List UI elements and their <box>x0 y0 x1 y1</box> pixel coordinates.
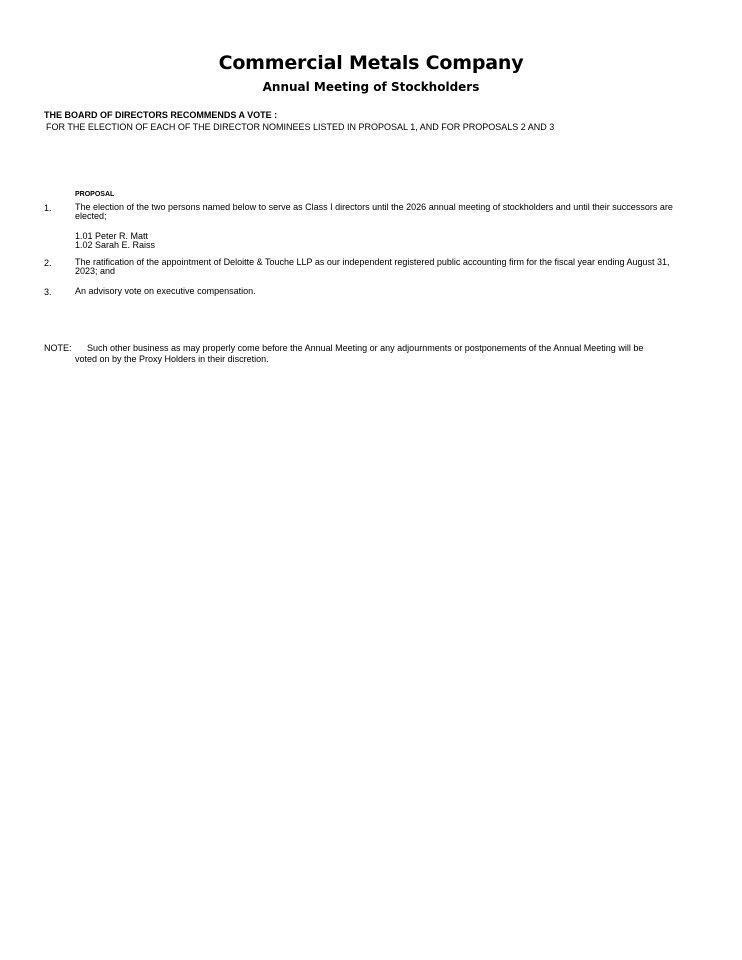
proposal-3-number: 3. <box>44 287 52 297</box>
proposal-2-text: The ratification of the appointment of Deloitte & Touche LLP as our independent registered public accounting firm for the fiscal year ending August 31, 2023; and <box>75 257 670 276</box>
document-title: Commercial Metals Company <box>218 52 524 74</box>
note-label: NOTE: <box>44 343 72 353</box>
proposal-3-text: An advisory vote on executive compensation. <box>75 286 256 296</box>
proposal-1-text: The election of the two persons named below to serve as Class I directors until the 2026 annual meeting of stockholders and until their successors are elected; <box>75 202 673 221</box>
document-subtitle: Annual Meeting of Stockholders <box>262 80 480 94</box>
nominee-1: 1.01 Peter R. Matt <box>75 231 149 241</box>
board-recommendation-text: FOR THE ELECTION OF EACH OF THE DIRECTOR NOMINEES LISTED IN PROPOSAL 1, AND FOR PROPOSALS 2 AND 3 <box>46 122 555 132</box>
proposal-2-number: 2. <box>44 258 52 268</box>
note-text-line2: voted on by the Proxy Holders in their discretion. <box>75 354 269 364</box>
nominee-2: 1.02 Sarah E. Raiss <box>75 240 156 250</box>
note-text-line1: Such other business as may properly come before the Annual Meeting or any adjournments or postponements of the Annual Meeting will be <box>87 343 644 353</box>
proposal-1-number: 1. <box>44 203 52 213</box>
proposal-column-label: PROPOSAL <box>75 191 115 198</box>
board-recommendation-heading: THE BOARD OF DIRECTORS RECOMMENDS A VOTE : <box>44 110 278 120</box>
